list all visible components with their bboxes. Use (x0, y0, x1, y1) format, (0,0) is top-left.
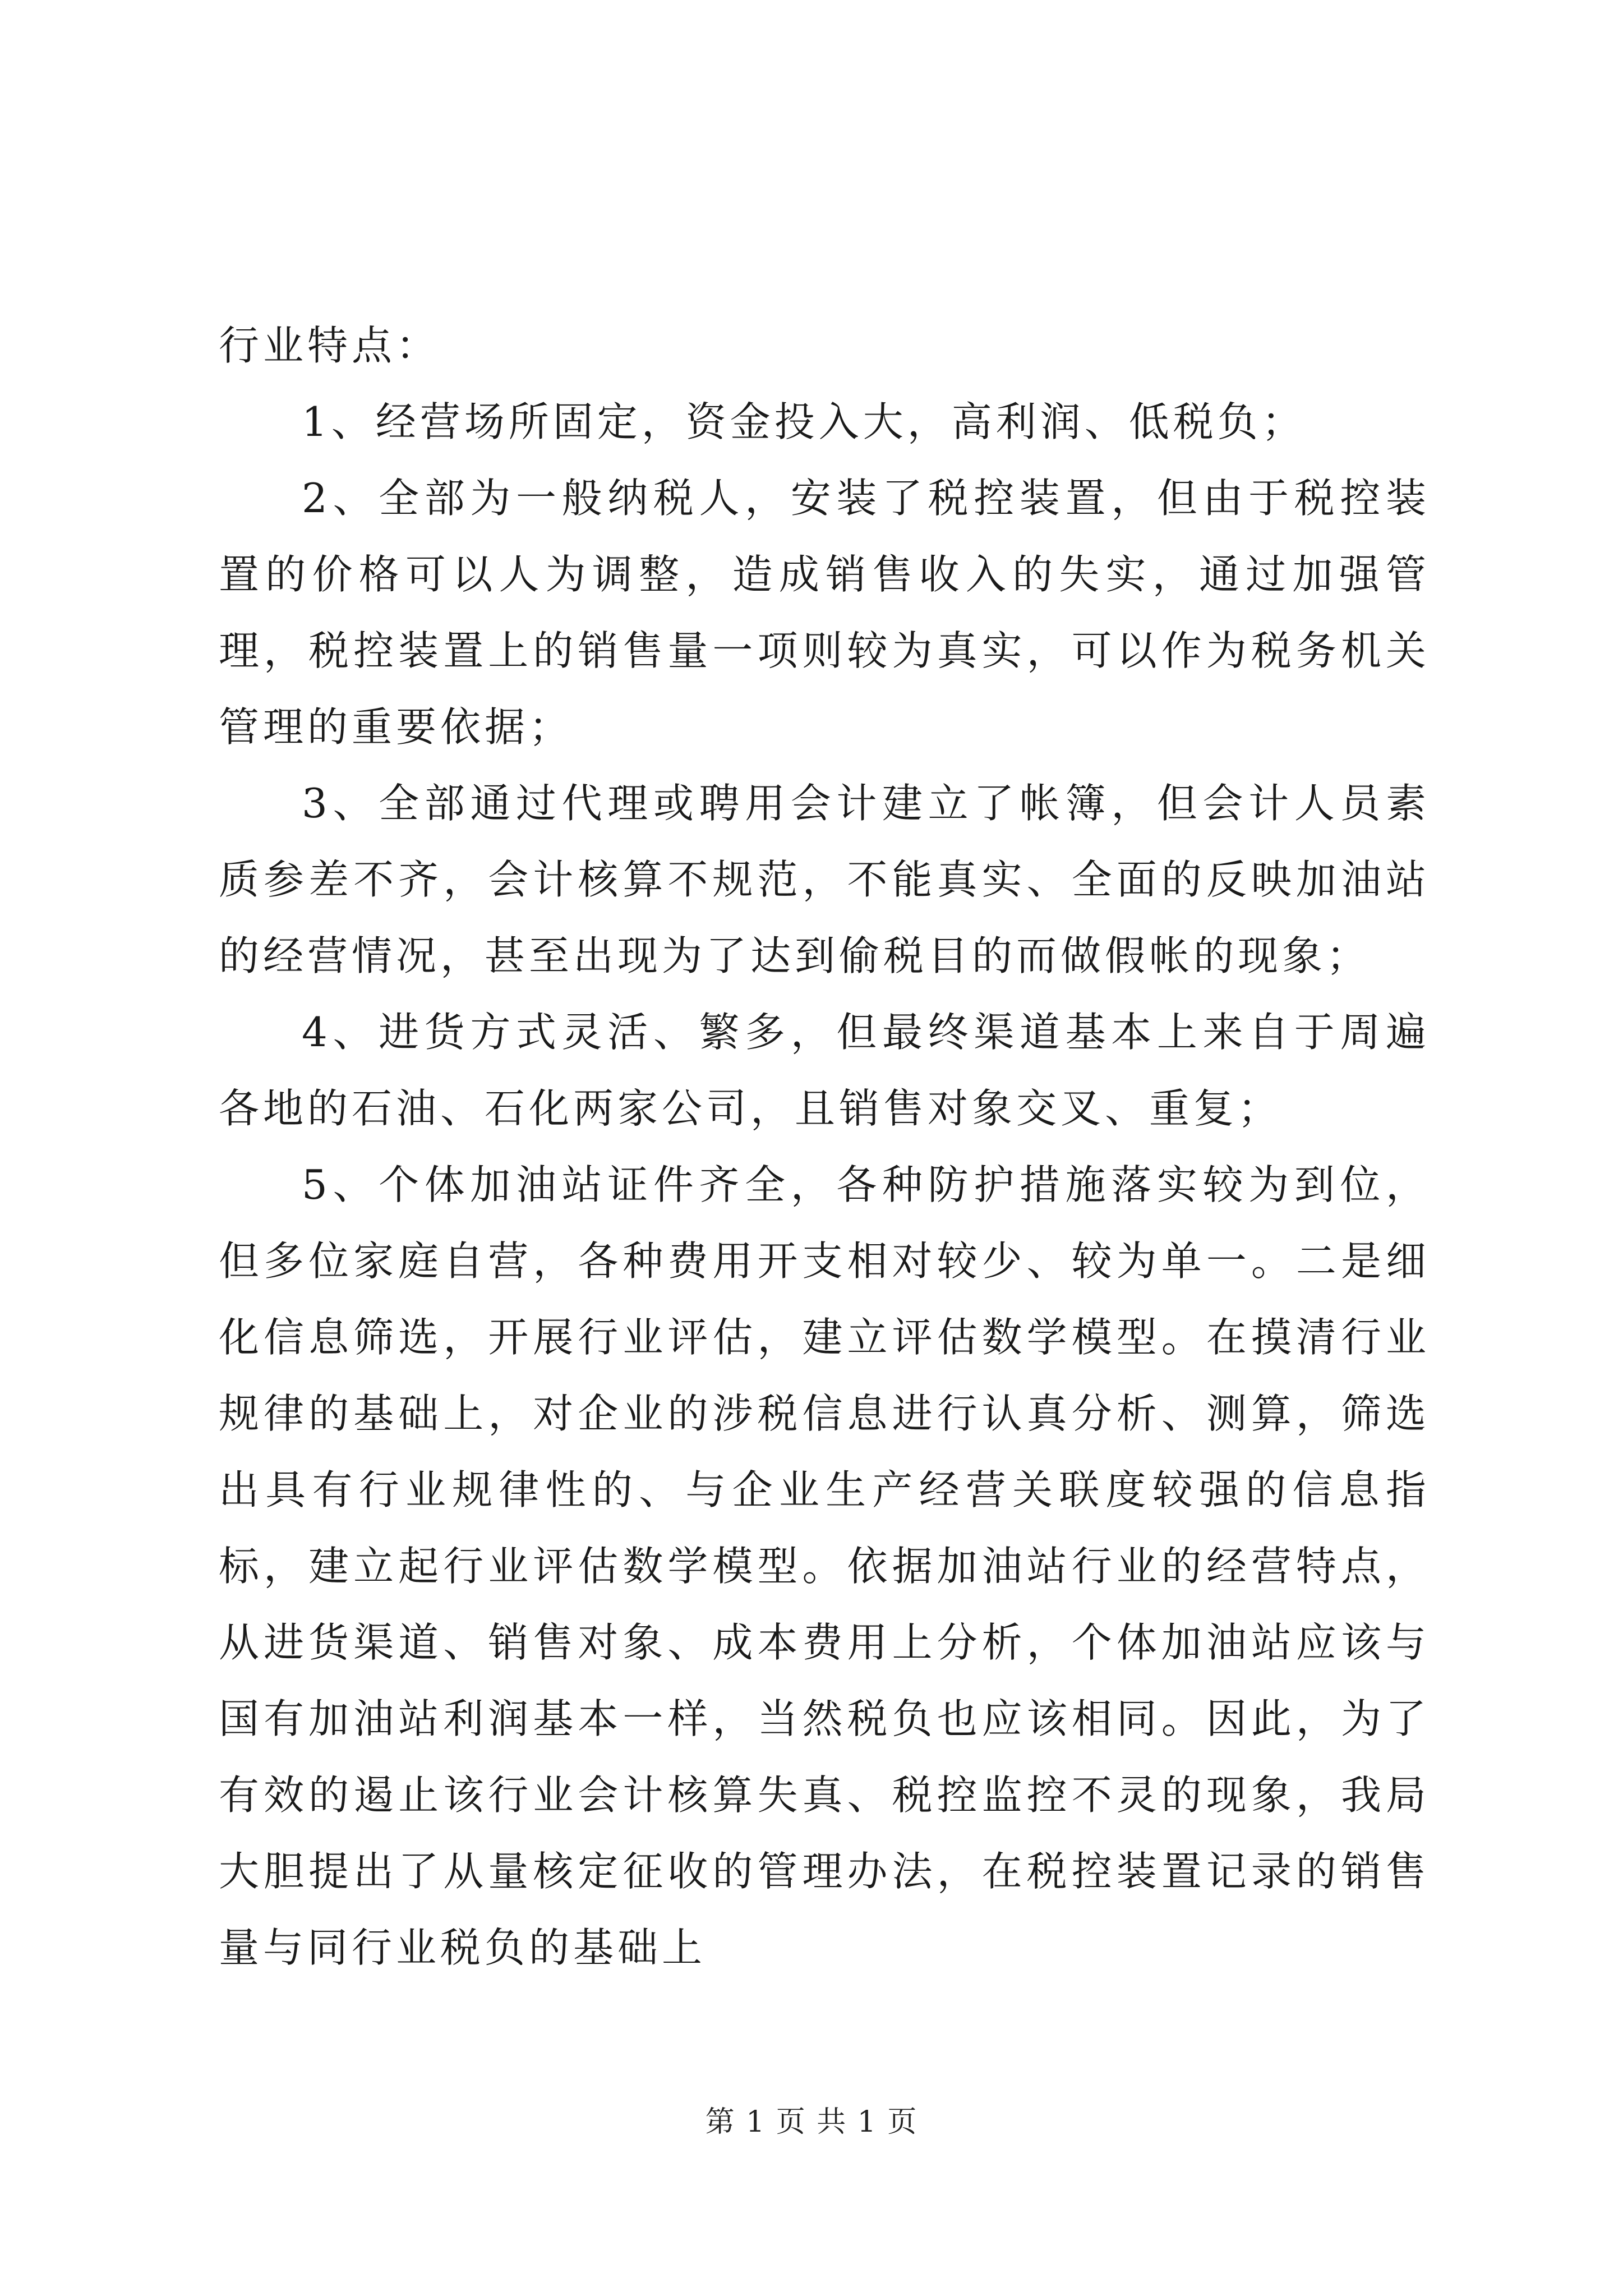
page-number-label: 第 1 页 共 1 页 (705, 2105, 918, 2139)
section-heading: 行业特点： (219, 322, 441, 369)
page-footer (0, 2102, 1623, 2142)
document-body (219, 307, 1430, 1986)
paragraph-item-3: 3、全部通过代理或聘用会计建立了帐簿，但会计人员素质参差不齐，会计核算不规范，不能真实、全面的反映加油站的经营情况，甚至出现为了达到偷税目的而做假帐的现象； (219, 780, 1430, 979)
paragraph-item-1: 1、经营场所固定，资金投入大，高利润、低税负； (302, 398, 1306, 445)
paragraph-item-2: 2、全部为一般纳税人，安装了税控装置，但由于税控装置的价格可以人为调整，造成销售收入的失实，通过加强管理，税控装置上的销售量一项则较为真实，可以作为税务机关管理的重要依据； (219, 475, 1430, 751)
paragraph-item-4: 4、进货方式灵活、繁多，但最终渠道基本上来自于周遍各地的石油、石化两家公司，且销售对象交叉、重复； (219, 1009, 1430, 1132)
paragraph-item-5: 5、个体加油站证件齐全，各种防护措施落实较为到位，但多位家庭自营，各种费用开支相对较少、较为单一。二是细化信息筛选，开展行业评估，建立评估数学模型。在摸清行业规律的基础上，对企业的涉税信息进行认真分析、测算，筛选出具有行业规律性的、与企业生产经营关联度较强的信息指标，建立起行业评估数学模型。依据加油站行业的经营特点，从进货渠道、销售对象、成本费用上分析，个体加油站应该与国有加油站利润基本一样，当然税负也应该相同。因此，为了有效的遏止该行业会计核算失真、税控监控不灵的现象，我局大胆提出了从量核定征收的管理办法，在税控装置记录的销售量与同行业税负的基础上 (219, 1161, 1430, 1971)
